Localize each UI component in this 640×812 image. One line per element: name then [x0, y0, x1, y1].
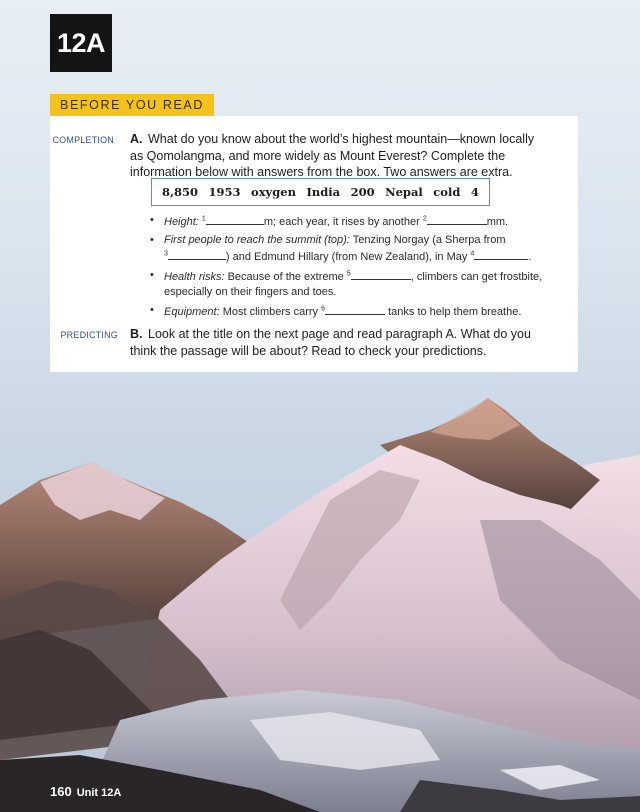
- info-list: [150, 213, 560, 323]
- blank-5[interactable]: [351, 268, 411, 280]
- list-item-first-people: • First people to reach the summit (top): Tenzing Norgay (a Sherpa from $^3$ ) and Edmund Hillary (from New Zealand), in May $^4$ .: [150, 234, 532, 263]
- completion-letter: A.: [130, 132, 143, 146]
- word-box-item: oxygen: [251, 185, 296, 199]
- page-number: 160: [50, 784, 72, 799]
- word-box-item: Nepal: [385, 185, 423, 199]
- unit-label: Unit 12A: [76, 787, 122, 799]
- bullet-icon: •: [150, 269, 154, 281]
- list-item-height: • Height: $^1$ m; each year, it rises by another $^2$ mm.: [150, 214, 509, 228]
- blank-1[interactable]: [206, 213, 264, 225]
- word-box-item: 1953: [208, 185, 241, 199]
- predicting-tag: PREDICTING: [60, 330, 118, 340]
- word-box-item: cold: [433, 185, 461, 199]
- blank-2[interactable]: [427, 213, 487, 225]
- bullet-icon: •: [150, 214, 154, 226]
- predicting-letter: B.: [130, 327, 143, 341]
- bullet-icon: •: [150, 304, 154, 316]
- blank-6[interactable]: [325, 303, 385, 315]
- word-box-item: 200: [350, 185, 375, 199]
- exercise-card: [50, 116, 578, 372]
- predicting-text: Look at the title on the next page and read paragraph A. What do you think the passage will be about? Read to check your predictions.: [130, 327, 531, 358]
- word-box-item: 8,850: [162, 185, 199, 199]
- predicting-instruction: [130, 326, 560, 359]
- word-box-item: India: [306, 185, 341, 199]
- list-item-health-risks: • Health risks: Because of the extreme $^5$ , climbers can get frostbite, especially on their fingers and toes.: [150, 269, 543, 298]
- unit-badge: 12A: [50, 14, 112, 72]
- completion-tag: COMPLETION: [52, 135, 114, 145]
- blank-4[interactable]: [474, 248, 528, 260]
- word-box: [151, 178, 490, 206]
- section-title: BEFORE YOU READ: [50, 94, 214, 116]
- completion-instruction: [130, 131, 550, 181]
- bullet-icon: •: [150, 234, 154, 246]
- list-item-equipment: • Equipment: Most climbers carry $^6$ tanks to help them breathe.: [150, 304, 522, 318]
- completion-text: What do you know about the world’s highest mountain—known locally as Qomolangma, and more widely as Mount Everest? Complete the information below with answers from the box. Two answers are extra.: [130, 132, 535, 179]
- page-footer: [50, 784, 121, 799]
- blank-3[interactable]: [168, 248, 226, 260]
- word-box-item: 4: [470, 185, 479, 199]
